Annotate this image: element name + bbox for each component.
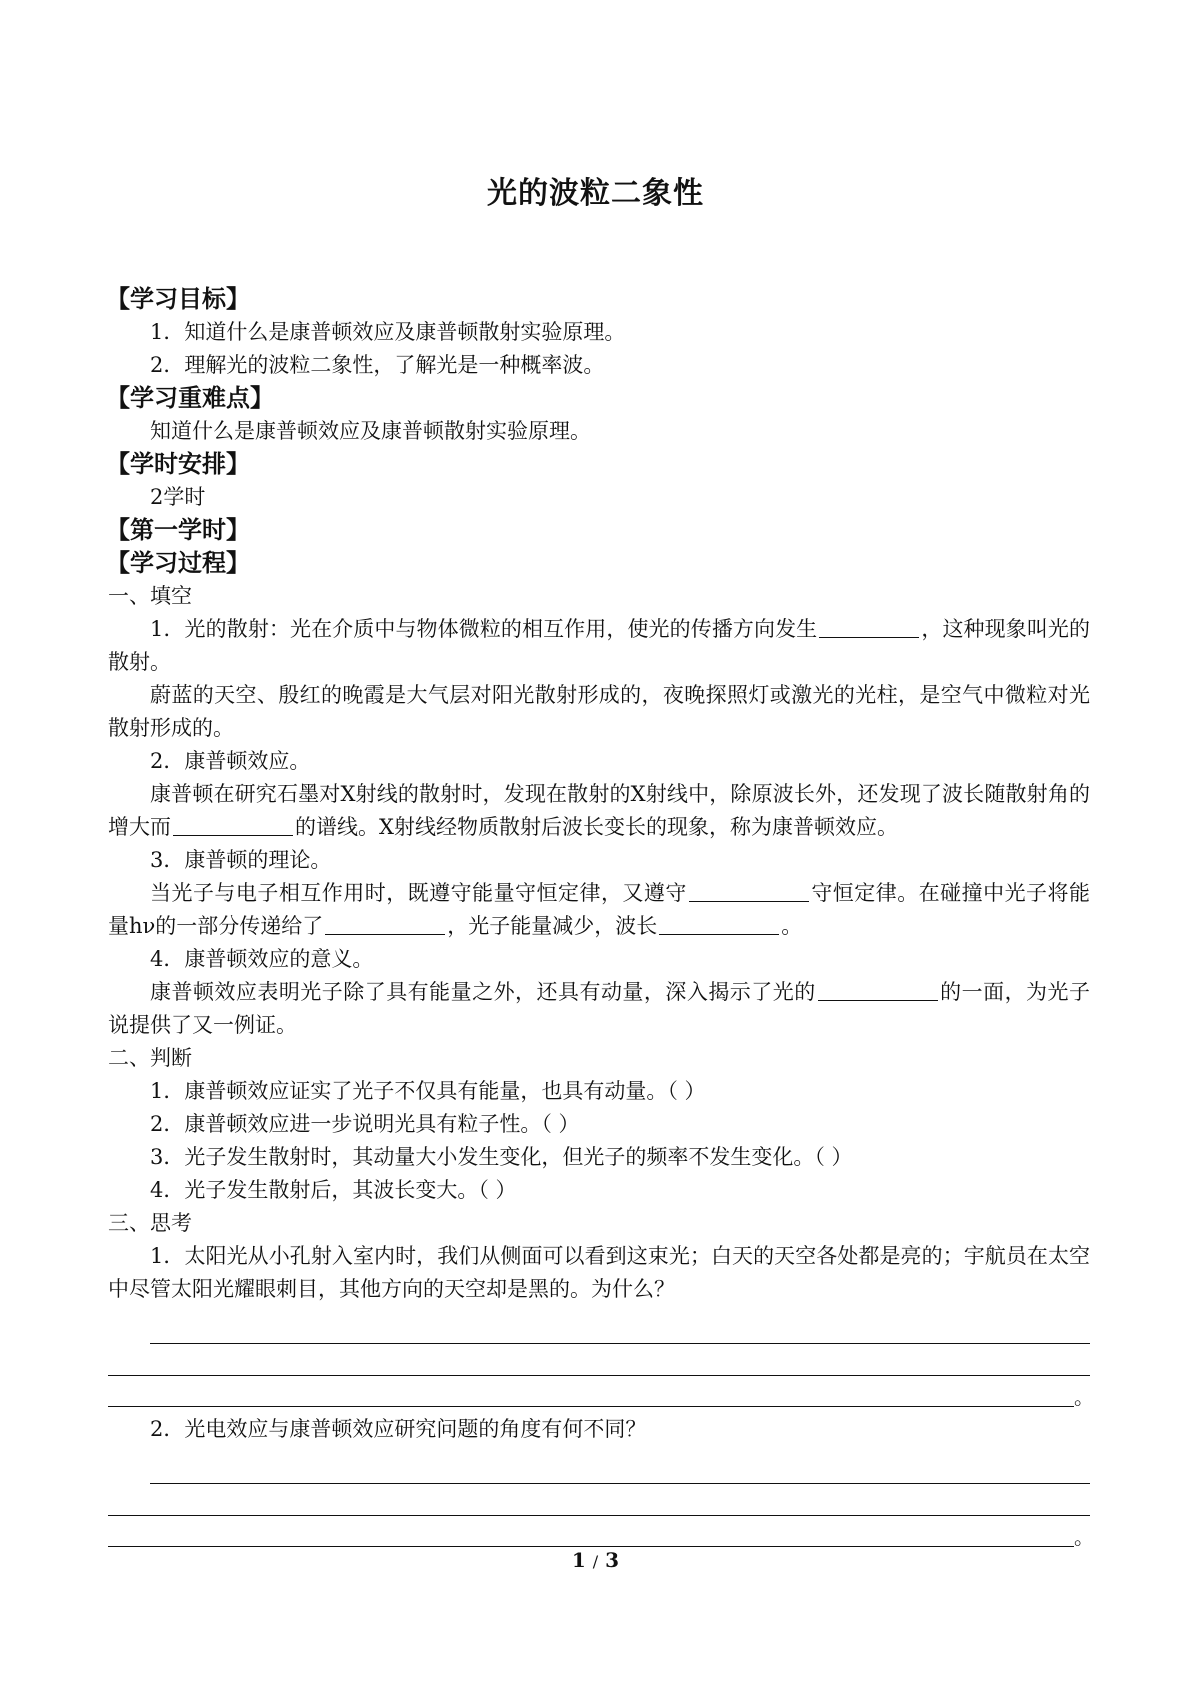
answer-line[interactable]	[150, 1312, 1090, 1344]
judge-item: 1．康普顿效应证实了光子不仅具有能量，也具有动量。（ ）	[150, 1079, 706, 1103]
fill-paragraph: 当光子与电子相互作用时，既遵守能量守恒定律，又遵守 守恒定律。在碰撞中光子将能量hν的一部分传递给了 ，光子能量减少，波长 。	[108, 881, 1091, 938]
answer-blank[interactable]	[818, 978, 938, 1001]
time-heading: 【学时安排】	[106, 450, 250, 478]
page-number: 1 / 3	[571, 1548, 620, 1572]
process-heading: 【学习过程】	[106, 549, 250, 577]
answer-line[interactable]: 。	[108, 1516, 1090, 1547]
time-text: 2学时	[150, 485, 206, 509]
goal-item: 1．知道什么是康普顿效应及康普顿散射实验原理。	[150, 320, 626, 344]
fill-paragraph: 康普顿效应表明光子除了具有能量之外，还具有动量，深入揭示了光的 的一面，为光子说提供了又一例证。	[108, 980, 1091, 1037]
document-body	[106, 283, 1094, 1549]
key-text: 知道什么是康普顿效应及康普顿散射实验原理。	[150, 419, 591, 443]
think-heading: 三、思考	[108, 1211, 192, 1235]
answer-line[interactable]: 。	[108, 1376, 1090, 1407]
document-title: 光的波粒二象性	[487, 176, 704, 211]
think-question-2: 2．光电效应与康普顿效应研究问题的角度有何不同？	[150, 1417, 647, 1441]
fill-question-1: 1．光的散射：光在介质中与物体微粒的相互作用，使光的传播方向发生 ，这种现象叫光的散射。	[108, 617, 1091, 674]
think-question-1: 1．太阳光从小孔射入室内时，我们从侧面可以看到这束光；白天的天空各处都是亮的；宇航员在太空中尽管太阳光耀眼刺目，其他方向的天空却是黑的。为什么？	[108, 1244, 1090, 1301]
fill-question-2: 2．康普顿效应。	[150, 749, 311, 773]
fill-heading: 一、填空	[108, 584, 192, 608]
fill-paragraph: 康普顿在研究石墨对X射线的散射时，发现在散射的X射线中，除原波长外，还发现了波长随散射角的增大而 的谱线。X射线经物质散射后波长变长的现象，称为康普顿效应。	[108, 782, 1090, 839]
judge-item: 4．光子发生散射后，其波长变大。（ ）	[150, 1178, 517, 1202]
answer-blank[interactable]	[659, 912, 779, 935]
judge-item: 2．康普顿效应进一步说明光具有粒子性。（ ）	[150, 1112, 580, 1136]
answer-line[interactable]	[108, 1484, 1090, 1516]
fill-paragraph: 蔚蓝的天空、殷红的晚霞是大气层对阳光散射形成的，夜晚探照灯或激光的光柱，是空气中微粒对光散射形成的。	[108, 683, 1090, 740]
judge-heading: 二、判断	[108, 1046, 192, 1070]
answer-line[interactable]	[150, 1452, 1090, 1484]
judge-item: 3．光子发生散射时，其动量大小发生变化，但光子的频率不发生变化。（ ）	[150, 1145, 853, 1169]
answer-blank[interactable]	[819, 615, 919, 638]
answer-blank[interactable]	[173, 813, 293, 836]
fill-question-3: 3．康普顿的理论。	[150, 848, 332, 872]
answer-blank[interactable]	[689, 879, 809, 902]
first-period-heading: 【第一学时】	[106, 516, 250, 544]
goals-heading: 【学习目标】	[106, 285, 250, 313]
key-heading: 【学习重难点】	[106, 384, 274, 412]
answer-blank[interactable]	[325, 912, 445, 935]
fill-question-4: 4．康普顿效应的意义。	[150, 947, 374, 971]
answer-lines[interactable]	[108, 1312, 1094, 1409]
answer-line[interactable]	[108, 1344, 1090, 1376]
answer-lines[interactable]	[108, 1452, 1094, 1549]
goal-item: 2．理解光的波粒二象性，了解光是一种概率波。	[150, 353, 605, 377]
